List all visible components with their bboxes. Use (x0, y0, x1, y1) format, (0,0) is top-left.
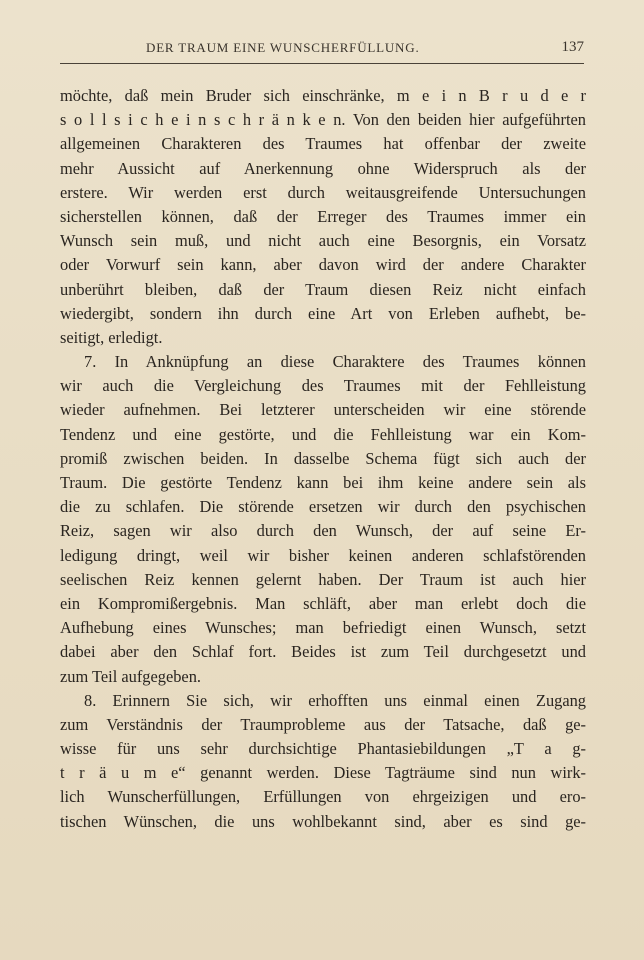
text-line: ein Kompromißergebnis. Man schläft, aber man erlebt doch die (60, 593, 586, 613)
text-line: promiß zwischen beiden. In dasselbe Schema fügt sich auch der (60, 448, 586, 468)
text-line: lich Wunscherfüllungen, Erfüllungen von ehrgeizigen und ero- (60, 787, 586, 807)
text-line: tischen Wünschen, die uns wohlbekannt sind, aber es sind ge- (60, 811, 586, 831)
body-text (60, 84, 586, 834)
paragraph-8-start: 8. Erinnern Sie sich, wir erhofften uns einmal einen Zugang (84, 690, 586, 710)
text-line: die zu schlafen. Die störende ersetzen wir durch den psychischen (60, 497, 586, 517)
text-line: mehr Aussicht auf Anerkennung ohne Widerspruch als der (60, 158, 586, 178)
text-line: wieder aufnehmen. Bei letzterer unterscheiden wir eine störende (60, 400, 586, 420)
text-line: Tendenz und eine gestörte, und die Fehlleistung war ein Kom- (60, 424, 586, 444)
text-line: zum Teil aufgegeben. (60, 666, 202, 686)
header-rule (60, 63, 584, 64)
text-line: oder Vorwurf sein kann, aber davon wird der andere Charakter (60, 255, 586, 275)
text-line: seelischen Reiz kennen gelernt haben. Der Traum ist auch hier (60, 569, 586, 589)
text-line: unberührt bleiben, daß der Traum diesen Reiz nicht einfach (60, 279, 586, 299)
text-line: Wunsch sein muß, und nicht auch eine Besorgnis, ein Vorsatz (60, 231, 586, 251)
text-line: dabei aber den Schlaf fort. Beides ist zum Teil durchgesetzt und (60, 642, 586, 662)
text-line: wir auch die Vergleichung des Traumes mit der Fehlleistung (60, 376, 586, 396)
text-line: t r ä u m e“ genannt werden. Diese Tagträume sind nun wirk- (60, 763, 586, 783)
text-line: s o l l s i c h e i n s c h r ä n k e n. Von den beiden hier aufgeführten (60, 110, 586, 130)
text-line: Aufhebung eines Wunsches; man befriedigt einen Wunsch, setzt (60, 618, 586, 638)
text-line: seitigt, erledigt. (60, 327, 163, 347)
running-head: DER TRAUM EINE WUNSCHERFÜLLUNG. (146, 40, 420, 55)
text-line: wisse für uns sehr durchsichtige Phantasiebildungen „T a g- (60, 739, 586, 759)
page-header (60, 40, 584, 64)
text-line: Traum. Die gestörte Tendenz kann bei ihm keine andere sein als (60, 473, 586, 492)
text-line: erstere. Wir werden erst durch weitausgreifende Untersuchungen (60, 182, 586, 202)
text-line: zum Verständnis der Traumprobleme aus der Tatsache, daß ge- (60, 714, 586, 734)
text-line: allgemeinen Charakteren des Traumes hat offenbar der zweite (60, 134, 586, 154)
text-line: wiedergibt, sondern ihn durch eine Art von Erleben aufhebt, be- (60, 303, 586, 323)
paragraph-7-start: 7. In Anknüpfung an diese Charaktere des Traumes können (84, 352, 586, 372)
text-line: möchte, daß mein Bruder sich einschränke, m e i n B r u d e r (60, 86, 586, 105)
page-number: 137 (561, 39, 584, 55)
text-line: Reiz, sagen wir also durch den Wunsch, der auf seine Er- (60, 521, 586, 541)
text-line: ledigung dringt, weil wir bisher keinen anderen schlafstörenden (60, 545, 586, 565)
text-line: sicherstellen können, daß der Erreger des Traumes immer ein (60, 206, 586, 226)
